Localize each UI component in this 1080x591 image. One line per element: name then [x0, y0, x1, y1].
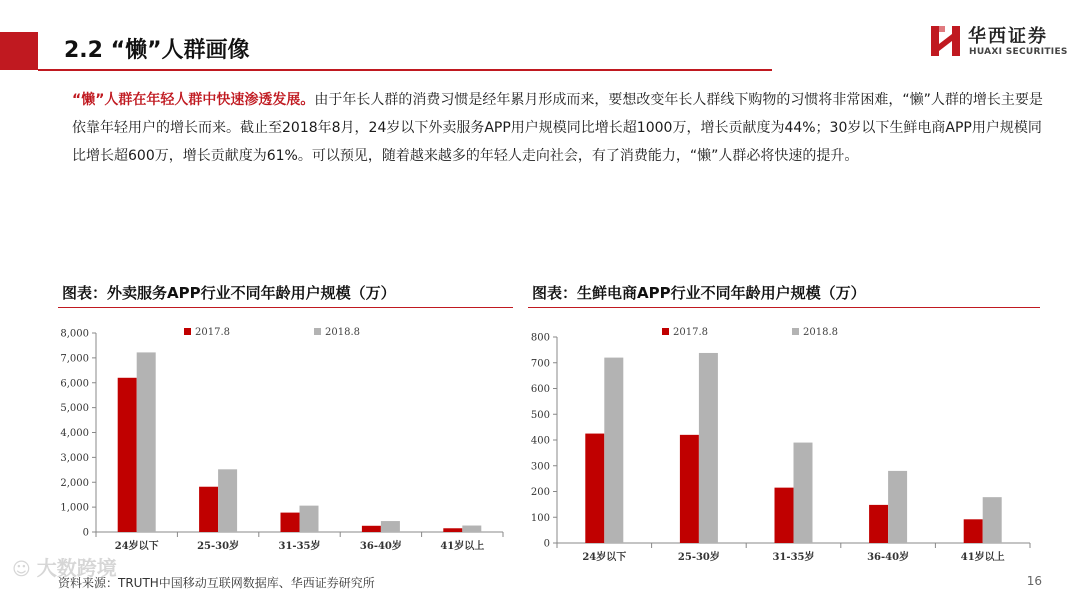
y-tick-label: 0	[543, 538, 550, 550]
legend-swatch-2018.8	[792, 328, 799, 335]
legend-swatch-2018.8	[314, 328, 321, 335]
legend-label-2018.8: 2018.8	[325, 327, 360, 338]
title-underline	[38, 69, 772, 71]
y-tick-label: 0	[82, 527, 89, 539]
chart-title-right: 图表：生鲜电商APP行业不同年龄用户规模（万）	[532, 284, 866, 302]
y-tick-label: 700	[530, 358, 550, 370]
y-tick-label: 600	[530, 384, 550, 395]
bar-2017.8-36-40岁	[869, 505, 888, 543]
legend-label-2018.8: 2018.8	[803, 327, 838, 338]
y-tick-label: 8,000	[60, 328, 89, 340]
legend-label-2017.8: 2017.8	[673, 327, 708, 338]
bar-2017.8-36-40岁	[362, 526, 381, 532]
logo-text-en: HUAXI SECURITIES	[969, 47, 1068, 57]
legend-label-2017.8: 2017.8	[195, 327, 230, 338]
x-tick-label: 24岁以下	[582, 552, 627, 563]
intro-paragraph	[72, 86, 1052, 170]
watermark-icon: ☺	[12, 559, 31, 580]
huaxi-logo-icon	[930, 24, 962, 58]
bar-2017.8-24岁以下	[118, 378, 137, 532]
y-tick-label: 100	[530, 512, 550, 524]
y-tick-label: 800	[530, 332, 550, 344]
legend-swatch-2017.8	[184, 328, 191, 335]
bar-2018.8-24岁以下	[137, 352, 156, 532]
y-tick-label: 200	[530, 487, 550, 498]
logo-text-cn: 华西证券	[968, 26, 1048, 47]
x-tick-label: 36-40岁	[359, 541, 402, 552]
bar-2017.8-24岁以下	[585, 434, 604, 543]
x-tick-label: 25-30岁	[677, 552, 720, 563]
page-title: 2.2 “懒”人群画像	[64, 38, 250, 63]
source-note: 资料来源：TRUTH中国移动互联网数据库、华西证券研究所	[58, 576, 375, 590]
paragraph-lead: “懒”人群在年轻人群中快速渗透发展。	[72, 92, 315, 108]
x-tick-label: 24岁以下	[114, 541, 159, 552]
bar-2018.8-31-35岁	[794, 443, 813, 543]
y-tick-label: 300	[530, 461, 550, 473]
y-tick-label: 7,000	[60, 353, 89, 365]
bar-2018.8-41岁以上	[983, 497, 1002, 543]
y-tick-label: 2,000	[60, 477, 89, 489]
y-tick-label: 3,000	[60, 452, 89, 464]
x-tick-label: 41岁以上	[960, 552, 1005, 563]
paragraph-body: 由于年长人群的消费习惯是经年累月形成而来，要想改变年长人群线下购物的习惯将非常困难，“懒”人群的增长主要是依靠年轻用户的增长而来。截止至2018年8月，24岁以下外卖服务APP用户规模同比增长超1000万，增长贡献度为44%；30岁以下生鲜电商APP用户规模同比增长超600万，增长贡献度为61%。可以预见，随着越来越多的年轻人走向社会，有了消费能力，“懒”人群必将快速的提升。	[72, 92, 1043, 164]
y-tick-label: 4,000	[60, 428, 89, 439]
x-tick-label: 31-35岁	[772, 552, 815, 563]
bar-2018.8-36-40岁	[888, 471, 907, 543]
bar-2018.8-25-30岁	[699, 353, 718, 543]
bar-2017.8-31-35岁	[281, 513, 300, 532]
watermark-text: 大数跨境	[36, 556, 117, 580]
bar-2018.8-25-30岁	[218, 469, 237, 532]
x-tick-label: 25-30岁	[197, 541, 240, 552]
x-tick-label: 41岁以上	[440, 541, 485, 552]
legend-swatch-2017.8	[662, 328, 669, 335]
takeaway-app-user-chart	[58, 318, 513, 568]
bar-2017.8-41岁以上	[964, 519, 983, 543]
x-tick-label: 31-35岁	[278, 541, 321, 552]
x-tick-label: 36-40岁	[867, 552, 910, 563]
bar-2018.8-24岁以下	[604, 358, 623, 543]
y-tick-label: 6,000	[60, 378, 89, 390]
bar-2018.8-36-40岁	[381, 521, 400, 532]
title-accent-bar	[0, 32, 38, 70]
bar-2018.8-31-35岁	[300, 506, 319, 532]
fresh-ecommerce-app-user-chart	[528, 318, 1040, 568]
chart-rule-right	[528, 307, 1040, 308]
y-tick-label: 1,000	[60, 502, 89, 514]
page-number: 16	[1026, 574, 1042, 588]
company-logo	[930, 22, 1070, 62]
chart-rule-left	[58, 307, 513, 308]
y-tick-label: 400	[530, 435, 550, 447]
bar-2017.8-41岁以上	[443, 528, 462, 532]
y-tick-label: 500	[530, 409, 550, 421]
chart-title-left: 图表：外卖服务APP行业不同年龄用户规模（万）	[62, 284, 396, 302]
bar-2017.8-25-30岁	[680, 435, 699, 543]
bar-2018.8-41岁以上	[462, 526, 481, 532]
bar-2017.8-25-30岁	[199, 487, 218, 532]
bar-2017.8-31-35岁	[775, 488, 794, 543]
y-tick-label: 5,000	[60, 403, 89, 415]
